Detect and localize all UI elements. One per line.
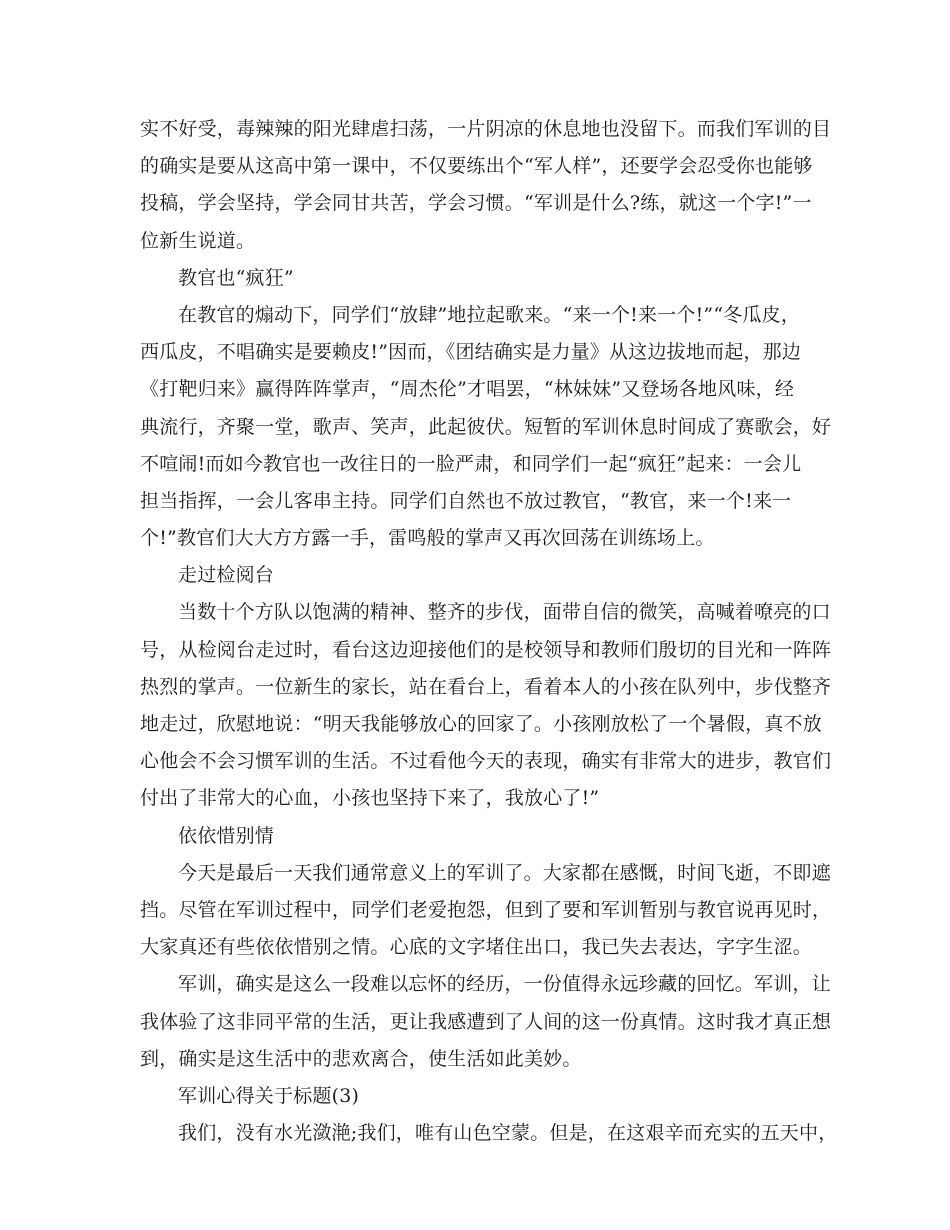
text-line: 号，从检阅台走过时，看台这边迎接他们的是校领导和教师们殷切的目光和一阵阵	[140, 638, 832, 661]
text-line: 心他会不会习惯军训的生活。不过看他今天的表现，确实有非常大的进步，教官们	[140, 750, 832, 773]
text-line: 到，确实是这生活中的悲欢离合，使生活如此美妙。	[140, 1047, 582, 1070]
text-line: 热烈的掌声。一位新生的家长，站在看台上，看着本人的小孩在队列中，步伐整齐	[140, 675, 832, 698]
text-line: 地走过，欣慰地说：“明天我能够放心的回家了。小孩刚放松了一个暑假，真不放	[140, 713, 822, 735]
text-line: 典流行，齐聚一堂，歌声、笑声，此起彼伏。短暂的军训休息时间成了赛歌会，好	[140, 415, 832, 438]
document-body	[140, 111, 838, 1152]
text-line: 走过检阅台	[178, 564, 275, 587]
text-line: 军训心得关于标题(3)	[178, 1084, 360, 1107]
text-line: 军训，确实是这么一段难以忘怀的经历，一份值得永远珍藏的回忆。军训，让	[178, 973, 831, 996]
text-line: 位新生说道。	[140, 229, 256, 252]
text-line: 今天是最后一天我们通常意义上的军训了。大家都在感慨，时间飞逝，不即遮	[178, 861, 831, 884]
text-line: 在教官的煽动下，同学们“放肆”地拉起歌来。“来一个!来一个!”“冬瓜皮，	[178, 303, 801, 326]
text-line: 我体验了这非同平常的生活，更让我感遭到了人间的这一份真情。这时我才真正想	[140, 1010, 832, 1033]
text-line: 担当指挥，一会儿客串主持。同学们自然也不放过教官，“教官，来一个!来一	[140, 489, 792, 512]
text-line: 不喧闹!而如今教官也一改往日的一脸严肃，和同学们一起“疯狂”起来：一会儿	[140, 452, 802, 475]
text-line: 付出了非常大的心血，小孩也坚持下来了，我放心了!”	[140, 787, 600, 810]
text-line: 教官也“疯狂”	[178, 266, 294, 289]
text-line: 个!”教官们大大方方露一手，雷鸣般的掌声又再次回荡在训练场上。	[140, 527, 715, 550]
text-line: 投稿，学会坚持，学会同甘共苦，学会习惯。“军训是什么?练，就这一个字!”一	[140, 192, 812, 215]
text-line: 当数十个方队以饱满的精神、整齐的步伐，面带自信的微笑，高喊着嘹亮的口	[178, 601, 831, 624]
text-line: 西瓜皮，不唱确实是要赖皮!”因而，《团结确实是力量》从这边拔地而起，那边	[140, 341, 802, 364]
text-line: 实不好受，毒辣辣的阳光肆虐扫荡，一片阴凉的休息地也没留下。而我们军训的目	[140, 118, 832, 140]
text-line: 挡。尽管在军训过程中，同学们老爱抱怨，但到了要和军训暂别与教官说再见时，	[140, 898, 832, 921]
text-line: 依依惜别情	[178, 824, 275, 847]
text-line: 《打靶归来》赢得阵阵掌声，“周杰伦”才唱罢，“林妹妹”又登场各地风味，经	[140, 378, 795, 401]
text-line: 大家真还有些依依惜别之情。心底的文字堵住出口，我已失去表达，字字生涩。	[140, 936, 813, 959]
text-line: 的确实是要从这高中第一课中，不仅要练出个“军人样”，还要学会忍受你也能够	[140, 155, 813, 178]
text-line: 我们，没有水光潋滟;我们，唯有山色空蒙。但是，在这艰辛而充实的五天中，	[178, 1122, 838, 1145]
